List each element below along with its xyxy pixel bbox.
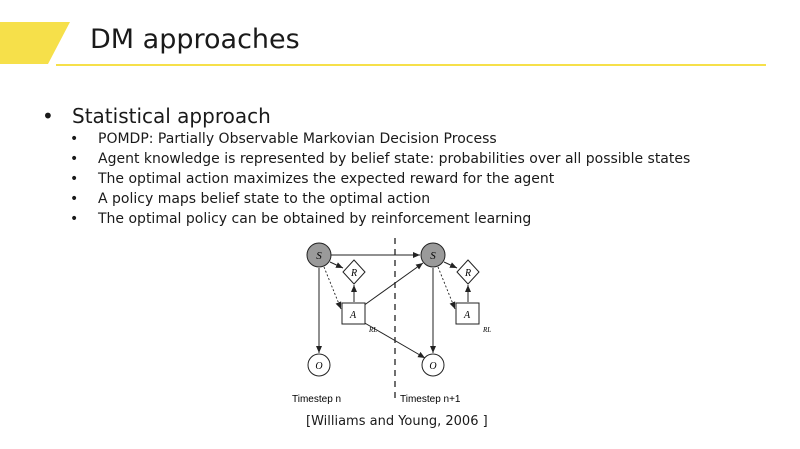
sub-bullet-text: Agent knowledge is represented by belief state: probabilities over all possible states <box>98 151 691 167</box>
bullet-main-text: Statistical approach <box>72 104 271 128</box>
reward-label: R <box>350 268 358 279</box>
bullet-dot: • <box>70 171 79 187</box>
edge-s-r <box>330 262 343 268</box>
pomdp-diagram <box>250 232 520 412</box>
timestep-n1-group <box>400 243 491 405</box>
bullet-dot: • <box>42 104 54 128</box>
bullet-dot: • <box>70 191 79 207</box>
edge-a-s-next <box>363 263 423 306</box>
rl-label: RL <box>369 326 378 334</box>
title-underline <box>56 64 766 66</box>
edge-s-a <box>438 267 455 309</box>
action-label: A <box>349 310 357 321</box>
timestep-n-label: Timestep n <box>292 394 342 405</box>
edge-s-a <box>324 267 341 309</box>
timestep-n1-label: Timestep n+1 <box>400 394 461 405</box>
observation-label: O <box>315 361 323 372</box>
bullet-dot: • <box>70 151 79 167</box>
state-label: S <box>316 250 322 262</box>
rl-label: RL <box>483 326 492 334</box>
bullet-dot: • <box>70 211 79 227</box>
edge-s-r <box>444 262 457 268</box>
sub-bullet-text: The optimal policy can be obtained by reinforcement learning <box>98 211 532 227</box>
sub-bullet-text: POMDP: Partially Observable Markovian Decision Process <box>98 131 497 147</box>
citation: [Williams and Young, 2006 ] <box>306 414 488 429</box>
slide-title: DM approaches <box>90 24 300 55</box>
sub-bullet-text: The optimal action maximizes the expected reward for the agent <box>98 171 555 187</box>
state-label: S <box>430 250 436 262</box>
timestep-n-group <box>292 243 425 405</box>
sub-bullet-text: A policy maps belief state to the optimal action <box>98 191 431 207</box>
action-label: A <box>463 310 471 321</box>
bullet-dot: • <box>70 131 79 147</box>
reward-label: R <box>464 268 472 279</box>
observation-label: O <box>429 361 437 372</box>
